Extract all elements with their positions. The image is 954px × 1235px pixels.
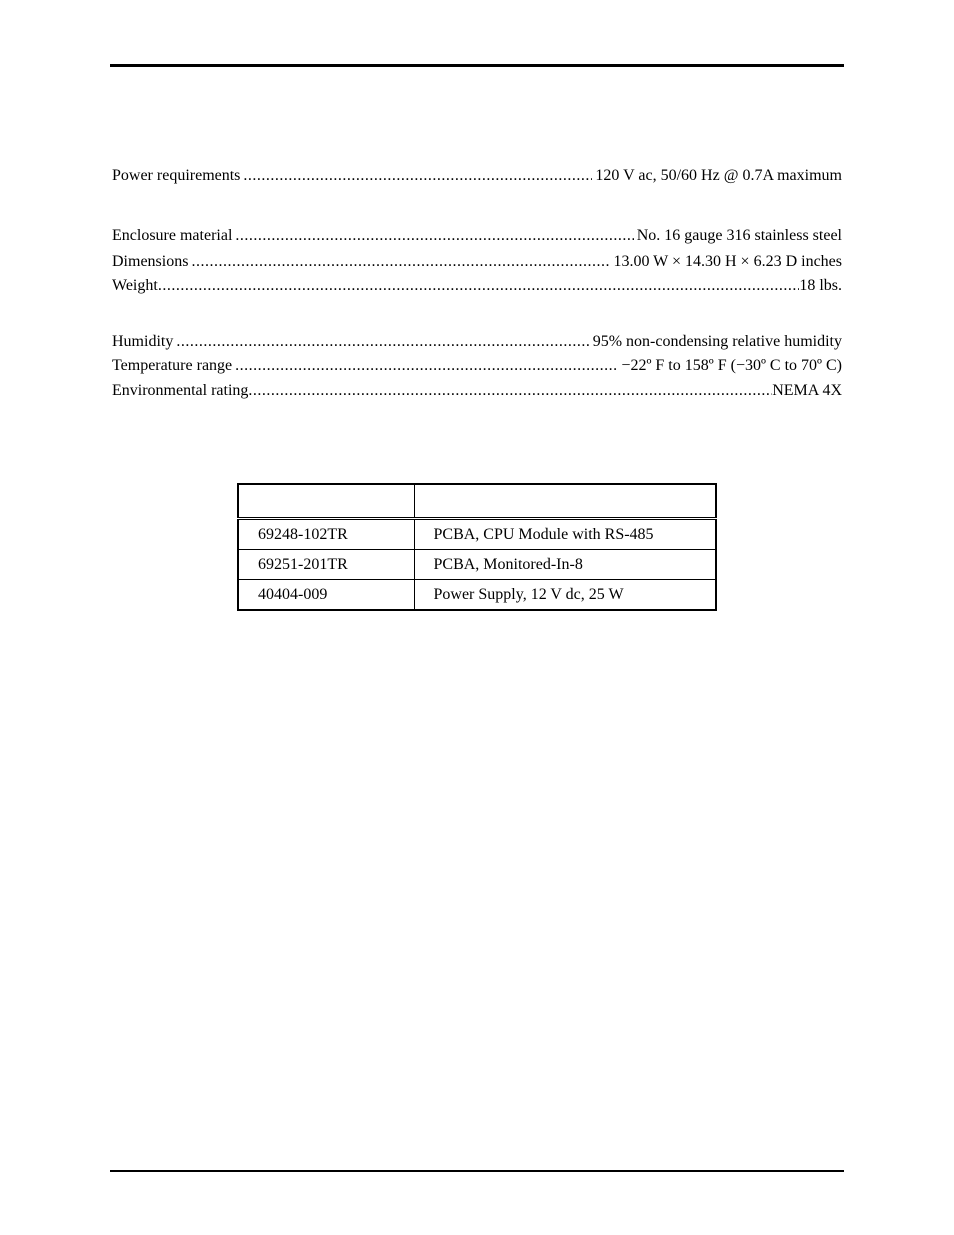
spec-label: Enclosure material <box>112 227 233 244</box>
spec-row-rating <box>112 381 842 401</box>
spec-value: 120 V ac, 50/60 Hz @ 0.7A maximum <box>595 167 842 184</box>
spec-row-weight <box>112 276 842 296</box>
table-header-row <box>238 484 716 519</box>
spec-value: 13.00 W × 14.30 H × 6.23 D inches <box>613 253 842 270</box>
table-row <box>238 550 716 580</box>
spec-label: Weight <box>112 277 158 294</box>
parts-table <box>237 483 717 611</box>
table-header-cell <box>414 484 716 519</box>
spec-label: Environmental rating <box>112 382 249 399</box>
spec-row-temperature <box>112 356 842 376</box>
table-header-cell <box>238 484 414 519</box>
spec-row-power <box>112 166 842 186</box>
spec-value: No. 16 gauge 316 stainless steel <box>636 227 842 244</box>
part-number-cell: 69248-102TR <box>238 519 414 550</box>
spec-value: NEMA 4X <box>772 382 842 399</box>
dot-leader <box>176 332 589 352</box>
dot-leader <box>248 381 772 401</box>
spec-label: Temperature range <box>112 357 233 374</box>
dot-leader <box>235 356 618 376</box>
dot-leader <box>191 252 610 272</box>
part-description-cell: Power Supply, 12 V dc, 25 W <box>414 580 716 611</box>
dot-leader <box>243 166 592 186</box>
spec-label: Dimensions <box>112 253 189 270</box>
footer-rule <box>110 1170 844 1172</box>
spec-value: 18 lbs. <box>799 277 842 294</box>
spec-value: 95% non-condensing relative humidity <box>592 333 842 350</box>
part-number-cell: 69251-201TR <box>238 550 414 580</box>
spec-row-dimensions <box>112 252 842 272</box>
spec-row-enclosure <box>112 226 842 246</box>
dot-leader <box>158 276 800 296</box>
part-description-cell: PCBA, CPU Module with RS-485 <box>414 519 716 550</box>
spec-label: Power requirements <box>112 167 241 184</box>
spec-value: −22º F to 158º F (−30º C to 70º C) <box>621 357 842 374</box>
table-row <box>238 580 716 611</box>
spec-row-humidity <box>112 332 842 352</box>
dot-leader <box>235 226 633 246</box>
part-description-cell: PCBA, Monitored-In-8 <box>414 550 716 580</box>
table-row <box>238 519 716 550</box>
header-rule <box>110 64 844 67</box>
spec-label: Humidity <box>112 333 174 350</box>
part-number-cell: 40404-009 <box>238 580 414 611</box>
